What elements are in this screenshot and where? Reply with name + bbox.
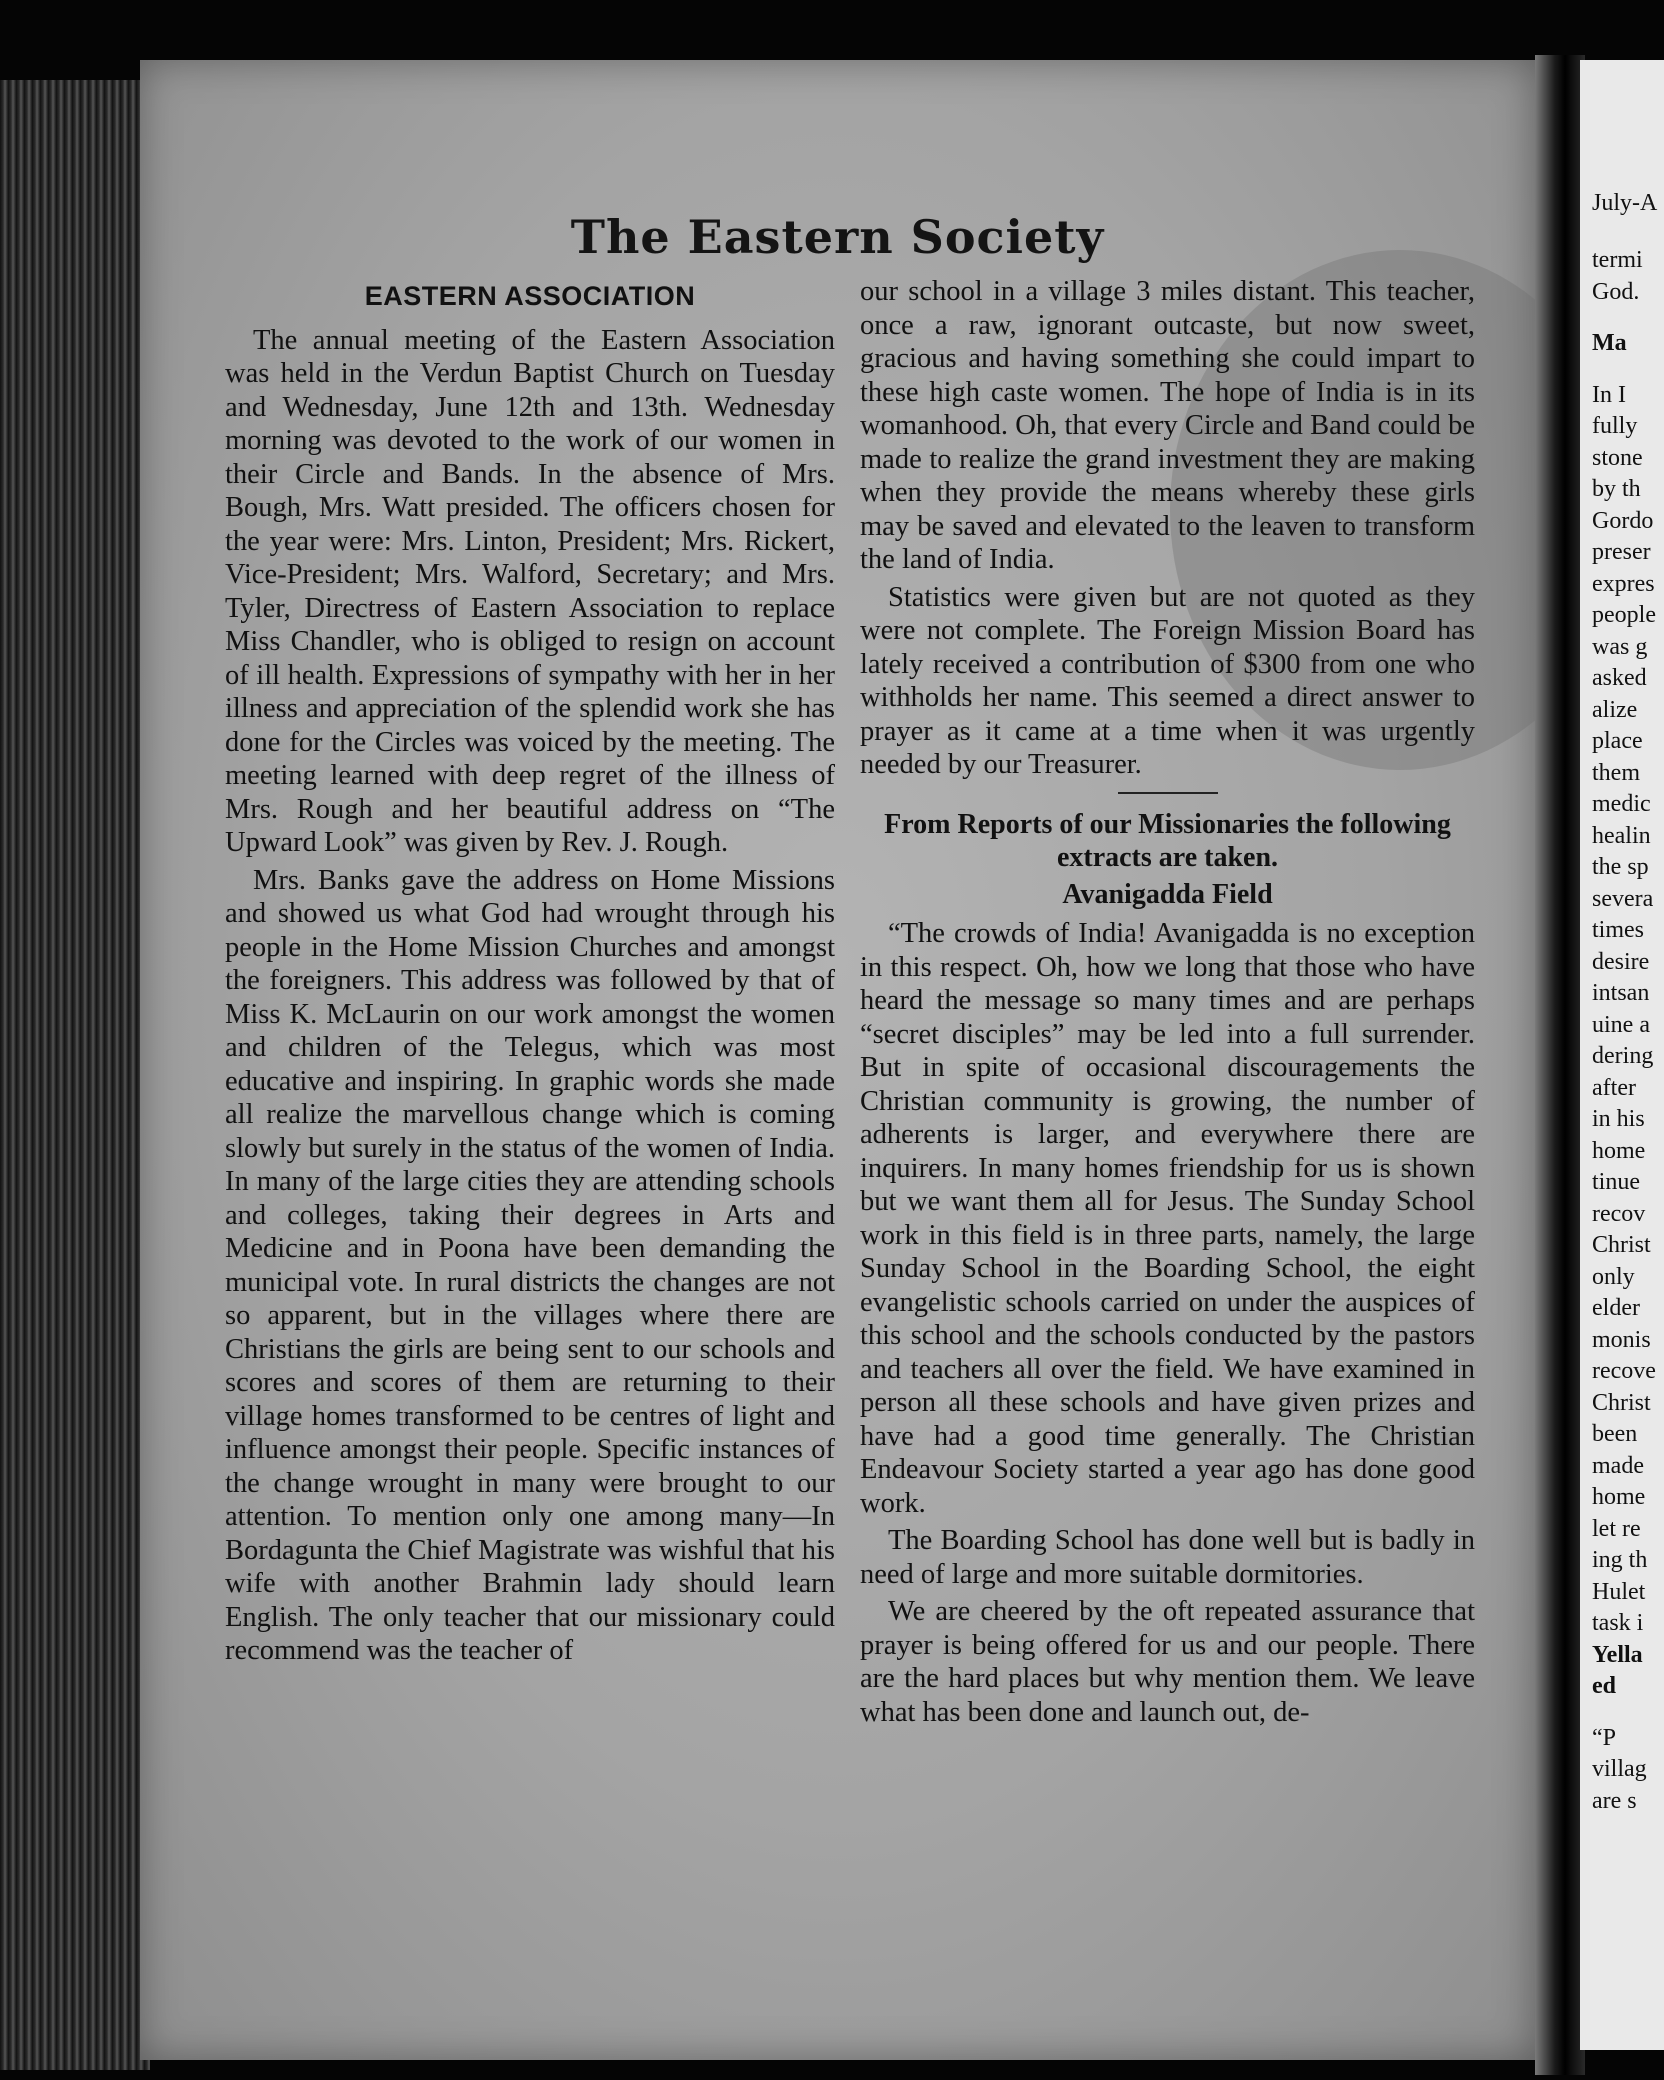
facing-page-line: villag [1592, 1756, 1647, 1782]
facing-page-line: recove [1592, 1358, 1656, 1384]
facing-page-line [1592, 360, 1656, 380]
facing-page-line: alize [1592, 696, 1638, 723]
facing-page-line: desire [1592, 948, 1650, 975]
facing-page-line: ed [1592, 1673, 1616, 1699]
facing-page-line: intsan [1592, 980, 1650, 1006]
book-page-edges [0, 80, 150, 2070]
article-paragraph: We are cheered by the oft repeated assurance that prayer is being offered for us and our people. There are the hard places but why mention them. We leave what has been done and launch out, de- [860, 1596, 1475, 1728]
facing-page-line: Hulet [1592, 1578, 1646, 1605]
facing-page-line: uine a [1592, 1011, 1650, 1038]
facing-page-line: only [1592, 1263, 1635, 1290]
facing-page-line: God. [1592, 278, 1640, 305]
article-paragraph: The Boarding School has done well but is badly in need of large and more suitable dormitories. [860, 1525, 1475, 1590]
article-paragraph: our school in a village 3 miles distant. This teacher, once a raw, ignorant outcaste, but now sweet, gracious and having something she could impart to these high caste women. The hope of India is in its womanhood. Oh, that every Circle and Band could be made to realize the grand investment they are making when they provide the means whereby these girls may be saved and elevated to the leaven to transform the land of India. [860, 276, 1475, 575]
facing-page-line: elder [1592, 1295, 1640, 1321]
facing-page-line: stone [1592, 444, 1643, 471]
facing-page-line: In I [1592, 381, 1626, 408]
facing-page-line: preser [1592, 539, 1651, 565]
facing-page-header: July-A [1592, 190, 1658, 216]
facing-page [1580, 60, 1664, 2050]
facing-page-line: are s [1592, 1787, 1637, 1814]
article-paragraph: The annual meeting of the Eastern Association was held in the Verdun Baptist Church on Tuesday and Wednesday, June 12th and 13th. Wednesday morning was devoted to the work of our women in their Circle and Bands. In the absence of Mrs. Bough, Mrs. Watt presided. The officers chosen for the year were: Mrs. Linton, President; Mrs. Rickert, Vice-President; Mrs. Walford, Secretary; and Mrs. Tyler, Directress of Eastern Association to replace Miss Chandler, who is obliged to resign on account of ill health. Expressions of sympathy with her in her illness and appreciation of the splendid work she has done for the Circles was voiced by the meeting. The meeting learned with deep regret of the illness of Mrs. Rough and her beautiful address on “The Upward Look” was given by Rev. J. Rough. [225, 324, 835, 858]
article-column-left [225, 280, 835, 1672]
article-paragraph: “The crowds of India! Avanigadda is no exception in this respect. Oh, how we long that those who have heard the message so many times and are perhaps “secret disciples” may be led into a full surrender. But in spite of occasional discouragements the Christian community is growing, the number of adherents is larger, and everywhere there are inquirers. In many homes friendship for us is shown but we want them all for Jesus. The Sunday School work in this field is in three parts, namely, the large Sunday School in the Boarding School, the eight evangelistic schools carried on under the auspices of this school and the schools conducted by the pastors and teachers all over the field. We have examined in person all these schools and have given prizes and have had a good time generally. The Christian Endeavour Society started a year ago has done good work. [860, 918, 1475, 1519]
facing-page-line: Ma [1592, 330, 1627, 356]
facing-page-line: home [1592, 1484, 1646, 1510]
facing-page-text [1592, 245, 1656, 1817]
facing-page-line: times [1592, 917, 1644, 943]
facing-page-line: home [1592, 1137, 1646, 1164]
article-paragraph: Mrs. Banks gave the address on Home Missions and showed us what God had wrought through his people in the Home Mission Churches and amongst the foreigners. This address was followed by that of Miss K. McLaurin on our work amongst the women and children of the Telegus, which was most educative and inspiring. In graphic words she made all realize the marvellous change which is coming slowly but surely in the status of the women of India. In many of the large cities they are attending schools and colleges, taking their degrees in Arts and Medicine and in Poona have been demanding the municipal vote. In rural districts the changes are not so apparent, but in the villages where there are Christians the girls are being sent to our schools and scores and scores of them are returning to their village homes transformed to be centres of light and influence amongst their people. Specific instances of the change wrought in many were brought to our attention. To mention only one among many—In Bordagunta the Chief Magistrate was wishful that his wife with another Brahmin lady should learn English. The only teacher that our missionary could recommend was the teacher of [225, 864, 835, 1666]
facing-page-line: severa [1592, 885, 1654, 912]
facing-page-line: by th [1592, 476, 1641, 502]
facing-page-line: in his [1592, 1106, 1645, 1132]
facing-page-line: healin [1592, 822, 1651, 849]
facing-page-line: was g [1592, 633, 1648, 660]
facing-page-line: tinue [1592, 1169, 1640, 1195]
facing-page-line: “P [1592, 1724, 1616, 1751]
field-heading: Avanigadda Field [1062, 878, 1273, 910]
book-gutter [1535, 55, 1585, 2075]
article-paragraph: Statistics were given but are not quoted as they were not complete. The Foreign Mission Board has lately received a contribution of $300 from one who withholds her name. This seemed a direct answer to prayer as it came at a time when it was urgently needed by our Treasurer. [860, 581, 1475, 780]
facing-page-line: dering [1592, 1043, 1654, 1069]
facing-page-line: monis [1592, 1326, 1651, 1353]
facing-page-line [1592, 1703, 1656, 1723]
section-heading: EASTERN ASSOCIATION [364, 281, 696, 311]
facing-page-line: the sp [1592, 854, 1649, 880]
facing-page-line: been [1592, 1421, 1638, 1447]
reports-heading: From Reports of our Missionaries the following extracts are taken. [884, 808, 1451, 873]
section-divider [1118, 792, 1218, 794]
facing-page-line: ing th [1592, 1547, 1648, 1573]
facing-page-line: Yella [1592, 1641, 1643, 1668]
facing-page-line: Gordo [1592, 507, 1654, 534]
facing-page-line: termi [1592, 247, 1643, 273]
facing-page-line: Christ [1592, 1232, 1651, 1258]
facing-page-line: let re [1592, 1515, 1641, 1542]
facing-page-line: fully [1592, 413, 1638, 439]
facing-page-line: people [1592, 602, 1656, 628]
facing-page-line: Christ [1592, 1389, 1651, 1416]
facing-page-line: medic [1592, 791, 1651, 817]
facing-page-line: them [1592, 759, 1640, 786]
facing-page-line: place [1592, 728, 1643, 754]
article-column-right [860, 275, 1475, 1733]
facing-page-line: asked [1592, 665, 1647, 691]
facing-page-line: recov [1592, 1200, 1646, 1227]
facing-page-line: task i [1592, 1610, 1644, 1636]
page-masthead: The Eastern Society [570, 210, 1105, 264]
facing-page-line: expres [1592, 570, 1655, 597]
facing-page-line: after [1592, 1074, 1636, 1101]
facing-page-line [1592, 308, 1656, 328]
facing-page-line: made [1592, 1452, 1644, 1479]
